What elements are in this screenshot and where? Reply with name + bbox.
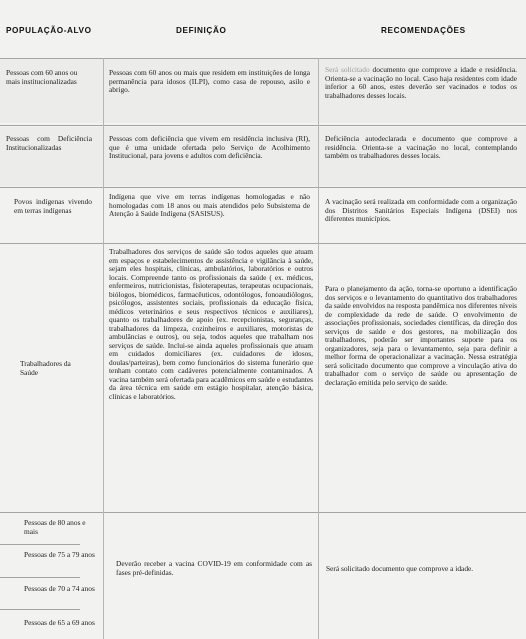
age-group-cell: Pessoas de 65 a 69 anos (24, 618, 95, 627)
table-divider (0, 125, 526, 126)
recommendation-text: documento que comprove a idade e residência. Orienta-se a vacinação no local. Caso haja residentes com idade inferior a 60 anos, estes deverão ser vacinados e todos os trabalhadores desses locais. (325, 65, 517, 100)
table-divider (0, 58, 526, 59)
recommendation-faint-text: Será solicitado (325, 65, 370, 74)
age-recommendation-cell: Será solicitado documento que comprove a idade. (326, 564, 474, 573)
column-divider (103, 58, 104, 639)
table-divider (0, 544, 80, 545)
definition-cell: Indígena que vive em terras indígenas homologadas e não homologadas com 18 anos ou mais atendidos pelo Subsistema de Atenção à Saúde Indígena (SASISUS). (109, 192, 310, 218)
population-cell: Trabalhadores da Saúde (20, 359, 71, 377)
age-group-cell: Pessoas de 80 anos e mais (24, 518, 86, 536)
recommendation-cell (325, 66, 517, 100)
definition-cell: Trabalhadores dos serviços de saúde são todos aqueles que atuam em espaços e estabelecimentos de assistência e vigilância à saúde, sejam eles hospitais, clínicas, ambulatórios, laboratórios e outros locais. Compreende tanto os profissionais da saúde ( ex. médicos, enfermeiros, nutricionistas, fisioterapeutas, terapeutas ocupacionais, biólogos, biomédicos, farmacêuticos, odontólogos, fonoaudiólogos, psicólogos, assistentes sociais, profissionais da educação física, médicos veterinários e seus respectivos técnicos e auxiliares), quanto os trabalhadores de apoio (ex. recepcionistas, seguranças, trabalhadores da limpeza, cozinheiros e auxiliares, motoristas de ambulâncias e outros), ou seja, todos aqueles que trabalham nos serviços de saúde. Inclui-se ainda aqueles profissionais que atuam em cuidados domiciliares (ex. cuidadores de idosos, doulas/parteiras), bem como funcionários do sistema funerário que tenham contato com cadáveres potencialmente contaminados. A vacina também será ofertada para acadêmicos em saúde e estudantes da área técnica em saúde em estágio hospitalar, atenção básica, clínicas e laboratórios. (109, 247, 313, 401)
age-group-cell: Pessoas de 75 a 79 anos (24, 550, 95, 559)
age-group-cell: Pessoas de 70 a 74 anos (24, 584, 95, 593)
definition-cell: Pessoas com 60 anos ou mais que residem em instituições de longa permanência para idosos (ILPI), como casa de repouso, asilo e abrigo. (109, 68, 310, 94)
table-divider (0, 512, 526, 513)
header-population: POPULAÇÃO-ALVO (6, 26, 92, 35)
table-divider (0, 609, 80, 610)
definition-cell: Pessoas com deficiência que vivem em residência inclusiva (RI), que é uma unidade ofertada pelo Serviço de Acolhimento Institucional, para jovens e adultos com deficiência. (109, 134, 310, 160)
table-divider (0, 577, 80, 578)
table-divider (0, 243, 526, 244)
population-cell: Pessoas com Deficiência Institucionalizadas (6, 134, 92, 152)
column-divider (318, 58, 319, 639)
header-recommendations: RECOMENDAÇÕES (381, 26, 466, 35)
header-definition: DEFINIÇÃO (176, 26, 227, 35)
population-cell: Povos indígenas vivendo em terras indígenas (14, 197, 92, 215)
age-definition-cell: Deverão receber a vacina COVID-19 em conformidade com as fases pré-definidas. (116, 559, 312, 577)
recommendation-cell: A vacinação será realizada em conformidade com a organização dos Distritos Sanitários Especiais Indígena (DSEI) nos diferentes municípios. (325, 197, 517, 223)
table-divider (0, 187, 526, 188)
recommendation-cell: Para o planejamento da ação, torna-se oportuno a identificação dos serviços e o levantamento do quantitativo dos trabalhadores da saúde envolvidos na resposta pandêmica nos diferentes níveis de complexidade da rede de saúde. O envolvimento de associações profissionais, sociedades científicas, da direção dos serviços de saúde e dos gestores, na mobilização dos trabalhadores, poderão ser importantes suporte para os organizadores, seja para o levantamento, seja para definir a melhor forma de operacionalizar a vacinação. Nessa estratégia será solicitado documento que comprove a vinculação ativa do trabalhador com o serviço de saúde ou apresentação de declaração emitida pelo serviço de saúde. (325, 284, 517, 387)
population-cell: Pessoas com 60 anos ou mais institucionalizadas (6, 68, 78, 86)
recommendation-cell: Deficiência autodeclarada e documento que comprove a residência. Orienta-se a vacinação no local, contemplando também os trabalhadores desses locais. (325, 134, 517, 160)
